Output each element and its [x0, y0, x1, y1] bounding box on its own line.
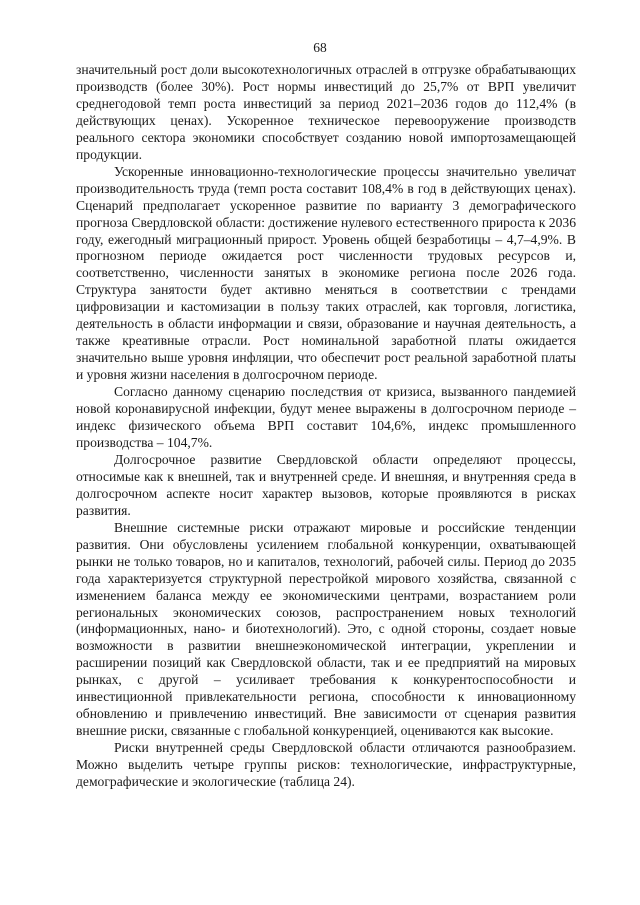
paragraph-internal-risks: Риски внутренней среды Свердловской области отличаются разнообразием. Можно выделить четыре группы рисков: технологические, инфраструктурные, демографические и экологические (таблица 24). [76, 740, 576, 790]
body-text [76, 62, 576, 791]
paragraph-external-risks: Внешние системные риски отражают мировые и российские тенденции развития. Они обусловлены усилением глобальной конкуренции, охватывающей рынки не только товаров, но и капиталов, технологий, рабочей силы. Период до 2035 года характеризуется структурной перестройкой мирового хозяйства, связанной с изменением баланса между ее экономическими центрами, возрастанием роли региональных экономических союзов, распространением новых технологий (информационных, нано- и биотехнологий). Это, с одной стороны, создает новые возможности в развитии внешнеэкономической интеграции, укреплении и расширении позиций как Свердловской области, так и ее предприятий на мировых рынках, с другой – усиливает требования к конкурентоспособности и инвестиционной привлекательности региона, способности к инновационному обновлению и привлечению инвестиций. Вне зависимости от сценария развития внешние риски, связанные с глобальной конкуренцией, оцениваются как высокие. [76, 519, 576, 739]
page-number: 68 [313, 40, 327, 55]
paragraph-labor-productivity: Ускоренные инновационно-технологические процессы значительно увеличат производительность труда (темп роста составит 108,4% в год в действующих ценах). Сценарий предполагает ускоренное развитие по варианту 3 демографического прогноза Свердловской области: достижение нулевого естественного прироста к 2036 году, ежегодный миграционный прирост. Уровень общей безработицы – 4,7–4,9%. В прогнозном периоде ожидается рост численности трудовых ресурсов и, соответственно, численности занятых в экономике региона после 2026 года. Структура занятости будет активно меняться в соответствии с трендами цифровизации и кастомизации в пользу таких отраслей, как торговля, логистика, деятельность в области информации и связи, образование и научная деятельность, а также креативные отрасли. Рост номинальной заработной платы ожидается значительно выше уровня инфляции, что обеспечит рост реальной заработной платы и уровня жизни населения в долгосрочном периоде. [76, 163, 576, 383]
paragraph-long-term-development: Долгосрочное развитие Свердловской области определяют процессы, относимые как к внешней, так и внутренней среде. И внешняя, и внутренняя среда в долгосрочном аспекте носит характер вызовов, которые проявляются в рисках развития. [76, 451, 576, 518]
paragraph-continuation: значительный рост доли высокотехнологичных отраслей в отгрузке обрабатывающих производств (более 30%). Рост нормы инвестиций до 25,7% от ВРП увеличит среднегодовой темп роста инвестиций за период 2021–2036 годов до 112,4% (в действующих ценах). Ускоренное техническое перевооружение производств реального сектора экономики способствует созданию новой импортозамещающей продукции. [76, 62, 576, 162]
paragraph-pandemic-consequences: Согласно данному сценарию последствия от кризиса, вызванного пандемией новой коронавирусной инфекции, будут менее выражены в долгосрочном периоде – индекс физического объема ВРП составит 104,6%, индекс промышленного производства – 104,7%. [76, 384, 576, 450]
